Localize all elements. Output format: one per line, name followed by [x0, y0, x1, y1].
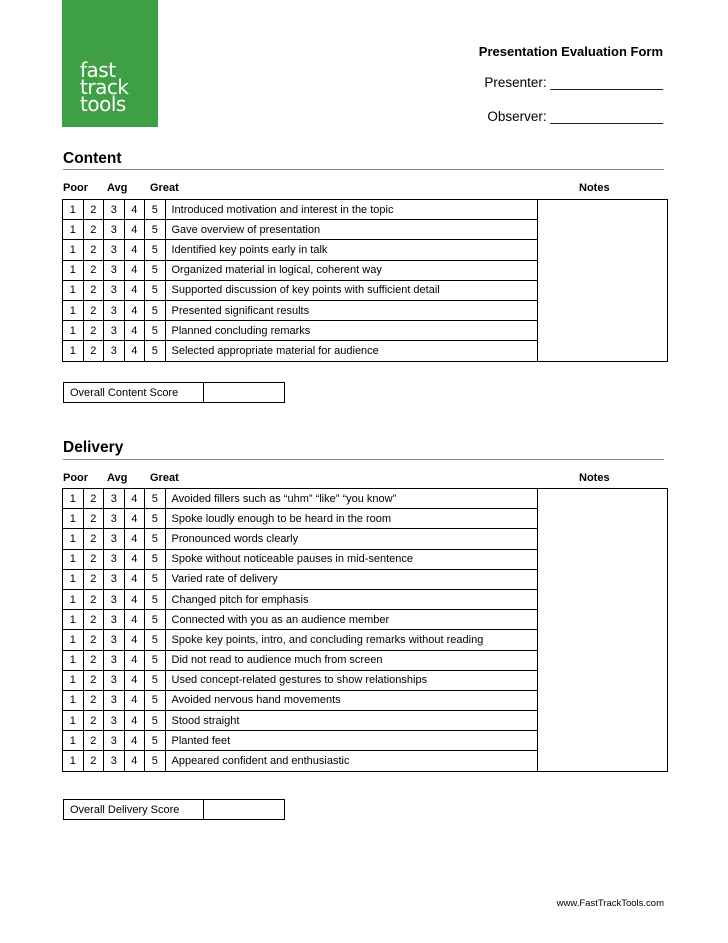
rating-2-cell[interactable]: 2: [83, 670, 104, 690]
presenter-field[interactable]: Presenter: _______________: [484, 75, 663, 90]
footer-url: www.FastTrackTools.com: [556, 898, 664, 909]
rating-2-cell[interactable]: 2: [83, 321, 104, 341]
rating-4-cell[interactable]: 4: [124, 489, 145, 509]
rating-5-cell[interactable]: 5: [145, 690, 166, 710]
rating-5-cell[interactable]: 5: [145, 569, 166, 589]
rating-5-cell[interactable]: 5: [145, 260, 166, 280]
rating-1-cell[interactable]: 1: [63, 220, 84, 240]
rating-5-cell[interactable]: 5: [145, 650, 166, 670]
rating-4-cell[interactable]: 4: [124, 670, 145, 690]
criteria-description: Organized material in logical, coherent way: [165, 260, 537, 280]
rating-4-cell[interactable]: 4: [124, 751, 145, 771]
scale-poor-label: Poor: [63, 182, 89, 194]
criteria-description: Spoke key points, intro, and concluding remarks without reading: [165, 630, 537, 650]
rating-4-cell[interactable]: 4: [124, 200, 145, 220]
rating-1-cell[interactable]: 1: [63, 731, 84, 751]
criteria-description: Spoke loudly enough to be heard in the room: [165, 509, 537, 529]
scale-great-label: Great: [150, 182, 179, 194]
rating-2-cell[interactable]: 2: [83, 200, 104, 220]
criteria-description: Planted feet: [165, 731, 537, 751]
delivery-score-label: Overall Delivery Score: [64, 800, 204, 819]
rating-4-cell[interactable]: 4: [124, 610, 145, 630]
rating-4-cell[interactable]: 4: [124, 650, 145, 670]
rating-5-cell[interactable]: 5: [145, 610, 166, 630]
criteria-description: Introduced motivation and interest in the topic: [165, 200, 537, 220]
logo-wordmark: [80, 58, 129, 116]
rating-3-cell[interactable]: 3: [104, 489, 125, 509]
rating-3-cell[interactable]: 3: [104, 509, 125, 529]
delivery-criteria-table: [62, 488, 668, 772]
rating-5-cell[interactable]: 5: [145, 630, 166, 650]
rating-1-cell[interactable]: 1: [63, 670, 84, 690]
rating-3-cell[interactable]: 3: [104, 280, 125, 300]
notes-label: Notes: [579, 472, 610, 484]
rating-3-cell[interactable]: 3: [104, 341, 125, 361]
rating-2-cell[interactable]: 2: [83, 589, 104, 609]
rating-5-cell[interactable]: 5: [145, 731, 166, 751]
rating-4-cell[interactable]: 4: [124, 280, 145, 300]
rating-5-cell[interactable]: 5: [145, 509, 166, 529]
rating-1-cell[interactable]: 1: [63, 690, 84, 710]
criteria-description: Pronounced words clearly: [165, 529, 537, 549]
rating-2-cell[interactable]: 2: [83, 260, 104, 280]
rating-4-cell[interactable]: 4: [124, 630, 145, 650]
rating-4-cell[interactable]: 4: [124, 341, 145, 361]
rating-1-cell[interactable]: 1: [63, 569, 84, 589]
rating-4-cell[interactable]: 4: [124, 300, 145, 320]
rating-4-cell[interactable]: 4: [124, 569, 145, 589]
delivery-score-box: [63, 799, 285, 820]
rating-2-cell[interactable]: 2: [83, 341, 104, 361]
content-score-label: Overall Content Score: [64, 383, 204, 402]
observer-field[interactable]: Observer: _______________: [487, 109, 663, 124]
rating-3-cell[interactable]: 3: [104, 589, 125, 609]
rating-5-cell[interactable]: 5: [145, 589, 166, 609]
logo-line-2: track: [80, 75, 129, 99]
content-criteria-table: [62, 199, 668, 362]
criteria-row: [63, 489, 668, 509]
rating-2-cell[interactable]: 2: [83, 529, 104, 549]
scale-poor-label: Poor: [63, 472, 89, 484]
rating-5-cell[interactable]: 5: [145, 300, 166, 320]
rating-2-cell[interactable]: 2: [83, 751, 104, 771]
scale-great-label: Great: [150, 472, 179, 484]
rating-3-cell[interactable]: 3: [104, 630, 125, 650]
content-score-field[interactable]: [205, 383, 284, 402]
rating-1-cell[interactable]: 1: [63, 260, 84, 280]
rating-2-cell[interactable]: 2: [83, 630, 104, 650]
criteria-description: Supported discussion of key points with sufficient detail: [165, 280, 537, 300]
rating-1-cell[interactable]: 1: [63, 650, 84, 670]
rating-3-cell[interactable]: 3: [104, 711, 125, 731]
content-scale-header: [63, 182, 664, 196]
delivery-score-field[interactable]: [205, 800, 284, 819]
rating-5-cell[interactable]: 5: [145, 341, 166, 361]
rating-4-cell[interactable]: 4: [124, 509, 145, 529]
criteria-description: Stood straight: [165, 711, 537, 731]
delivery-scale-header: [63, 472, 664, 486]
rating-1-cell[interactable]: 1: [63, 711, 84, 731]
rating-2-cell[interactable]: 2: [83, 731, 104, 751]
rating-1-cell[interactable]: 1: [63, 751, 84, 771]
criteria-description: Avoided nervous hand movements: [165, 690, 537, 710]
rating-2-cell[interactable]: 2: [83, 711, 104, 731]
rating-2-cell[interactable]: 2: [83, 569, 104, 589]
rating-4-cell[interactable]: 4: [124, 690, 145, 710]
criteria-description: Selected appropriate material for audience: [165, 341, 537, 361]
rating-3-cell[interactable]: 3: [104, 200, 125, 220]
scale-avg-label: Avg: [107, 182, 128, 194]
rating-4-cell[interactable]: 4: [124, 529, 145, 549]
rating-1-cell[interactable]: 1: [63, 240, 84, 260]
rating-1-cell[interactable]: 1: [63, 300, 84, 320]
criteria-description: Presented significant results: [165, 300, 537, 320]
criteria-description: Did not read to audience much from screen: [165, 650, 537, 670]
criteria-description: Planned concluding remarks: [165, 321, 537, 341]
fast-track-tools-logo: [62, 0, 158, 127]
rating-5-cell[interactable]: 5: [145, 200, 166, 220]
content-score-box: [63, 382, 285, 403]
rating-3-cell[interactable]: 3: [104, 220, 125, 240]
rating-1-cell[interactable]: 1: [63, 610, 84, 630]
rating-3-cell[interactable]: 3: [104, 670, 125, 690]
criteria-description: Connected with you as an audience member: [165, 610, 537, 630]
rating-4-cell[interactable]: 4: [124, 260, 145, 280]
rating-2-cell[interactable]: 2: [83, 220, 104, 240]
rating-5-cell[interactable]: 5: [145, 280, 166, 300]
rating-4-cell[interactable]: 4: [124, 711, 145, 731]
rating-1-cell[interactable]: 1: [63, 341, 84, 361]
delivery-section-title: Delivery: [63, 439, 124, 456]
rating-3-cell[interactable]: 3: [104, 260, 125, 280]
rating-2-cell[interactable]: 2: [83, 489, 104, 509]
delivery-notes-field[interactable]: [537, 489, 667, 772]
criteria-description: Changed pitch for emphasis: [165, 589, 537, 609]
form-title: Presentation Evaluation Form: [478, 44, 663, 59]
rating-4-cell[interactable]: 4: [124, 731, 145, 751]
rating-5-cell[interactable]: 5: [145, 240, 166, 260]
logo-line-1: fast: [80, 58, 116, 82]
rating-5-cell[interactable]: 5: [145, 321, 166, 341]
rating-2-cell[interactable]: 2: [83, 650, 104, 670]
rating-2-cell[interactable]: 2: [83, 300, 104, 320]
rating-5-cell[interactable]: 5: [145, 549, 166, 569]
rating-3-cell[interactable]: 3: [104, 321, 125, 341]
content-notes-field[interactable]: [537, 200, 667, 362]
rating-5-cell[interactable]: 5: [145, 220, 166, 240]
criteria-description: Avoided fillers such as “uhm” “like” “you know”: [165, 489, 537, 509]
rating-4-cell[interactable]: 4: [124, 240, 145, 260]
rating-4-cell[interactable]: 4: [124, 589, 145, 609]
rating-1-cell[interactable]: 1: [63, 549, 84, 569]
rating-3-cell[interactable]: 3: [104, 549, 125, 569]
rating-3-cell[interactable]: 3: [104, 529, 125, 549]
rating-3-cell[interactable]: 3: [104, 690, 125, 710]
criteria-description: Appeared confident and enthusiastic: [165, 751, 537, 771]
criteria-description: Varied rate of delivery: [165, 569, 537, 589]
rating-5-cell[interactable]: 5: [145, 489, 166, 509]
criteria-description: Used concept-related gestures to show relationships: [165, 670, 537, 690]
notes-label: Notes: [579, 182, 610, 194]
scale-avg-label: Avg: [107, 472, 128, 484]
rating-3-cell[interactable]: 3: [104, 569, 125, 589]
rating-4-cell[interactable]: 4: [124, 549, 145, 569]
rating-2-cell[interactable]: 2: [83, 690, 104, 710]
rating-3-cell[interactable]: 3: [104, 240, 125, 260]
criteria-description: Gave overview of presentation: [165, 220, 537, 240]
rating-2-cell[interactable]: 2: [83, 280, 104, 300]
rating-3-cell[interactable]: 3: [104, 300, 125, 320]
rating-1-cell[interactable]: 1: [63, 321, 84, 341]
rating-2-cell[interactable]: 2: [83, 549, 104, 569]
rating-1-cell[interactable]: 1: [63, 280, 84, 300]
rating-3-cell[interactable]: 3: [104, 751, 125, 771]
rating-3-cell[interactable]: 3: [104, 650, 125, 670]
rating-5-cell[interactable]: 5: [145, 529, 166, 549]
content-section-title: Content: [63, 150, 122, 167]
rating-5-cell[interactable]: 5: [145, 670, 166, 690]
logo-line-3: tools: [80, 92, 126, 116]
rating-1-cell[interactable]: 1: [63, 630, 84, 650]
criteria-description: Identified key points early in talk: [165, 240, 537, 260]
rating-3-cell[interactable]: 3: [104, 731, 125, 751]
rating-2-cell[interactable]: 2: [83, 509, 104, 529]
rating-1-cell[interactable]: 1: [63, 589, 84, 609]
rating-2-cell[interactable]: 2: [83, 610, 104, 630]
criteria-description: Spoke without noticeable pauses in mid-sentence: [165, 549, 537, 569]
rating-4-cell[interactable]: 4: [124, 220, 145, 240]
rating-1-cell[interactable]: 1: [63, 529, 84, 549]
delivery-divider: [63, 459, 664, 460]
rating-5-cell[interactable]: 5: [145, 751, 166, 771]
rating-3-cell[interactable]: 3: [104, 610, 125, 630]
rating-1-cell[interactable]: 1: [63, 200, 84, 220]
rating-4-cell[interactable]: 4: [124, 321, 145, 341]
rating-5-cell[interactable]: 5: [145, 711, 166, 731]
content-divider: [63, 169, 664, 170]
rating-1-cell[interactable]: 1: [63, 489, 84, 509]
rating-2-cell[interactable]: 2: [83, 240, 104, 260]
criteria-row: [63, 200, 668, 220]
rating-1-cell[interactable]: 1: [63, 509, 84, 529]
